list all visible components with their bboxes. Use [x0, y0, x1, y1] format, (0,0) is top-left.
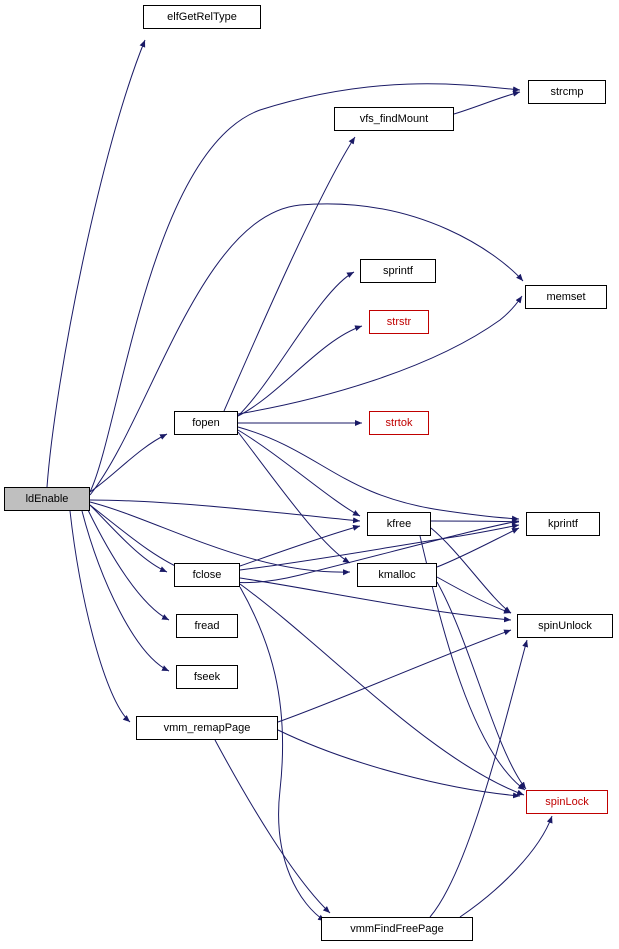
node-label: memset [546, 290, 586, 303]
node-label: spinLock [545, 795, 589, 808]
node-label: strstr [386, 315, 412, 328]
node-strtok[interactable] [369, 411, 429, 435]
node-label: kprintf [548, 517, 578, 530]
node-label: vfs_findMount [359, 112, 429, 125]
node-strcmp[interactable] [528, 80, 606, 104]
node-vfs-findmount[interactable] [334, 107, 454, 131]
node-label: kmalloc [378, 568, 416, 581]
node-label: fseek [193, 670, 221, 683]
node-label: fclose [192, 568, 222, 581]
node-kprintf[interactable] [526, 512, 600, 536]
node-spinunlock[interactable] [517, 614, 613, 638]
node-ldenable[interactable] [4, 487, 90, 511]
node-label: strtok [385, 416, 413, 429]
node-fopen[interactable] [174, 411, 238, 435]
node-strstr[interactable] [369, 310, 429, 334]
node-fclose[interactable] [174, 563, 240, 587]
node-label: sprintf [383, 264, 413, 277]
node-kmalloc[interactable] [357, 563, 437, 587]
node-fread[interactable] [176, 614, 238, 638]
node-label: kfree [386, 517, 412, 530]
node-vmmfindfreepage[interactable] [321, 917, 473, 941]
node-memset[interactable] [525, 285, 607, 309]
node-label: fread [194, 619, 220, 632]
node-label: vmm_remapPage [163, 721, 251, 734]
node-spinlock[interactable] [526, 790, 608, 814]
node-elfgetreltype[interactable] [143, 5, 261, 29]
node-label: ldEnable [25, 492, 69, 505]
node-kfree[interactable] [367, 512, 431, 536]
node-vmm-remappage[interactable] [136, 716, 278, 740]
node-fseek[interactable] [176, 665, 238, 689]
node-sprintf[interactable] [360, 259, 436, 283]
node-label: spinUnlock [538, 619, 592, 632]
node-label: elfGetRelType [167, 10, 237, 23]
node-label: strcmp [550, 85, 584, 98]
node-label: fopen [192, 416, 220, 429]
node-label: vmmFindFreePage [350, 922, 444, 935]
